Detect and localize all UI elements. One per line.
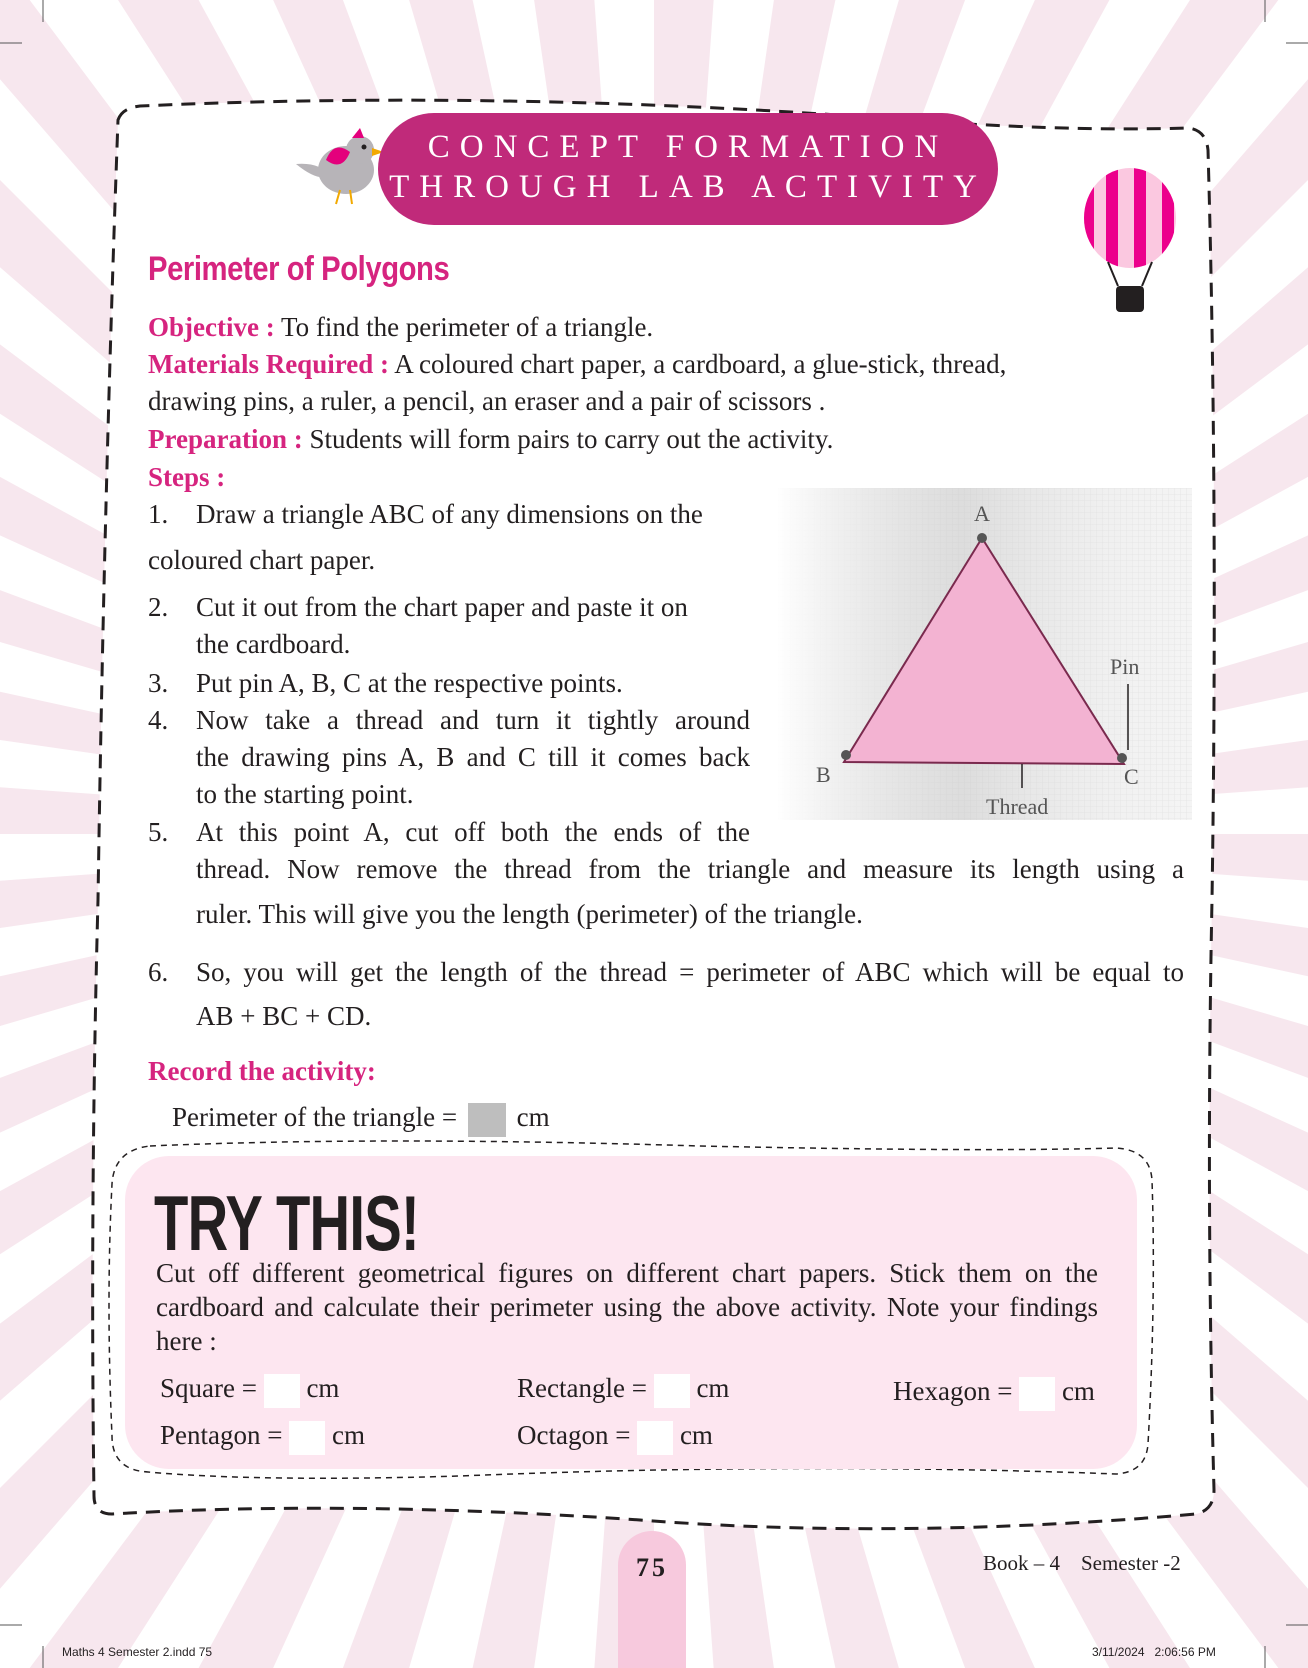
step-number: 1. bbox=[148, 499, 169, 529]
octagon-label: Octagon = bbox=[517, 1420, 631, 1450]
step-6 bbox=[148, 954, 1188, 1034]
answer-box[interactable] bbox=[468, 1103, 506, 1137]
step-text: AB + BC + CD. bbox=[196, 1001, 372, 1031]
step-number: 5. bbox=[148, 817, 169, 847]
preparation-row bbox=[148, 421, 833, 457]
preparation-label: Preparation : bbox=[148, 424, 303, 454]
thread-label: Thread bbox=[986, 794, 1049, 819]
hexagon-unit: cm bbox=[1061, 1376, 1095, 1406]
step-text: Draw a triangle ABC of any dimensions on the bbox=[196, 499, 703, 529]
vertex-a-label: A bbox=[974, 501, 990, 526]
pentagon-label: Pentagon = bbox=[160, 1420, 283, 1450]
octagon-answer-box[interactable] bbox=[637, 1421, 673, 1455]
step-1-cont: coloured chart paper. bbox=[148, 545, 376, 575]
step-5 bbox=[148, 814, 1188, 934]
materials-text-2: drawing pins, a ruler, a pencil, an eraser and a pair of scissors . bbox=[148, 386, 826, 416]
record-unit: cm bbox=[516, 1102, 550, 1132]
page-number-tab bbox=[618, 1531, 686, 1668]
octagon-unit: cm bbox=[679, 1420, 713, 1450]
step-text: ruler. This will give you the length (perimeter) of the triangle. bbox=[196, 899, 863, 929]
book-info: Book – 4 Semester -2 bbox=[983, 1551, 1181, 1575]
pentagon-answer-box[interactable] bbox=[289, 1421, 325, 1455]
rectangle-row bbox=[517, 1370, 729, 1408]
record-row bbox=[172, 1099, 550, 1137]
triangle-figure bbox=[778, 488, 1192, 820]
square-unit: cm bbox=[306, 1373, 340, 1403]
hexagon-row bbox=[893, 1373, 1095, 1411]
step-text: Now take a thread and turn it tightly around bbox=[196, 705, 750, 735]
banner-line-2: THROUGH LAB ACTIVITY bbox=[389, 169, 987, 205]
record-label: Record the activity: bbox=[148, 1056, 376, 1086]
step-number: 3. bbox=[148, 668, 169, 698]
vertex-c-label: C bbox=[1124, 764, 1139, 789]
page-number: 75 bbox=[636, 1553, 668, 1582]
steps-label: Steps : bbox=[148, 462, 226, 492]
materials-text: A coloured chart paper, a cardboard, a glue-stick, thread, bbox=[388, 349, 1007, 379]
try-this-title: TRY THIS! bbox=[154, 1179, 419, 1267]
step-3 bbox=[148, 665, 748, 703]
step-text: Cut it out from the chart paper and paste it on bbox=[196, 592, 688, 622]
step-text: Put pin A, B, C at the respective points. bbox=[196, 668, 623, 698]
square-row bbox=[160, 1370, 339, 1408]
step-number: 6. bbox=[148, 957, 169, 987]
page-title: Perimeter of Polygons bbox=[148, 250, 450, 288]
rectangle-unit: cm bbox=[696, 1373, 730, 1403]
step-text: So, you will get the length of the thread = perimeter of ABC which will be equal to bbox=[196, 957, 1184, 987]
step-text: thread. Now remove the thread from the triangle and measure its length using a bbox=[196, 854, 1184, 884]
hot-air-balloon-icon bbox=[1082, 166, 1178, 316]
square-label: Square = bbox=[160, 1373, 257, 1403]
objective-row bbox=[148, 309, 653, 345]
pentagon-unit: cm bbox=[331, 1420, 365, 1450]
step-text: to the starting point. bbox=[196, 779, 414, 809]
step-text: the drawing pins A, B and C till it comes back bbox=[196, 742, 750, 772]
step-4 bbox=[148, 702, 750, 816]
preparation-text: Students will form pairs to carry out the activity. bbox=[302, 424, 834, 454]
rectangle-label: Rectangle = bbox=[517, 1373, 647, 1403]
banner-line-1: CONCEPT FORMATION bbox=[427, 129, 949, 165]
pin-label: Pin bbox=[1110, 654, 1140, 679]
materials-label: Materials Required : bbox=[148, 349, 389, 379]
pentagon-row bbox=[160, 1417, 365, 1455]
objective-text: To find the perimeter of a triangle. bbox=[274, 312, 654, 342]
hexagon-label: Hexagon = bbox=[893, 1376, 1013, 1406]
square-answer-box[interactable] bbox=[264, 1374, 300, 1408]
try-this-text: Cut off different geometrical figures on different chart papers. Stick them on the cardboard and calculate their perimeter using the above activity. Note your findings here : bbox=[156, 1258, 1098, 1356]
bird-mascot-icon bbox=[290, 128, 390, 208]
step-text: At this point A, cut off both the ends of the bbox=[196, 817, 750, 847]
step-2 bbox=[148, 589, 748, 665]
hexagon-answer-box[interactable] bbox=[1019, 1377, 1055, 1411]
footer-timestamp: 3/11/2024 2:06:56 PM bbox=[1092, 1645, 1216, 1659]
record-text: Perimeter of the triangle = bbox=[172, 1102, 458, 1132]
rectangle-answer-box[interactable] bbox=[654, 1374, 690, 1408]
step-number: 4. bbox=[148, 705, 169, 735]
step-1 bbox=[148, 496, 748, 536]
step-text: the cardboard. bbox=[196, 629, 351, 659]
objective-label: Objective : bbox=[148, 312, 275, 342]
vertex-b-label: B bbox=[816, 762, 831, 787]
footer-file-info: Maths 4 Semester 2.indd 75 bbox=[62, 1645, 213, 1659]
octagon-row bbox=[517, 1417, 713, 1455]
materials-row bbox=[148, 346, 1006, 382]
step-number: 2. bbox=[148, 592, 169, 622]
section-banner bbox=[378, 113, 998, 225]
